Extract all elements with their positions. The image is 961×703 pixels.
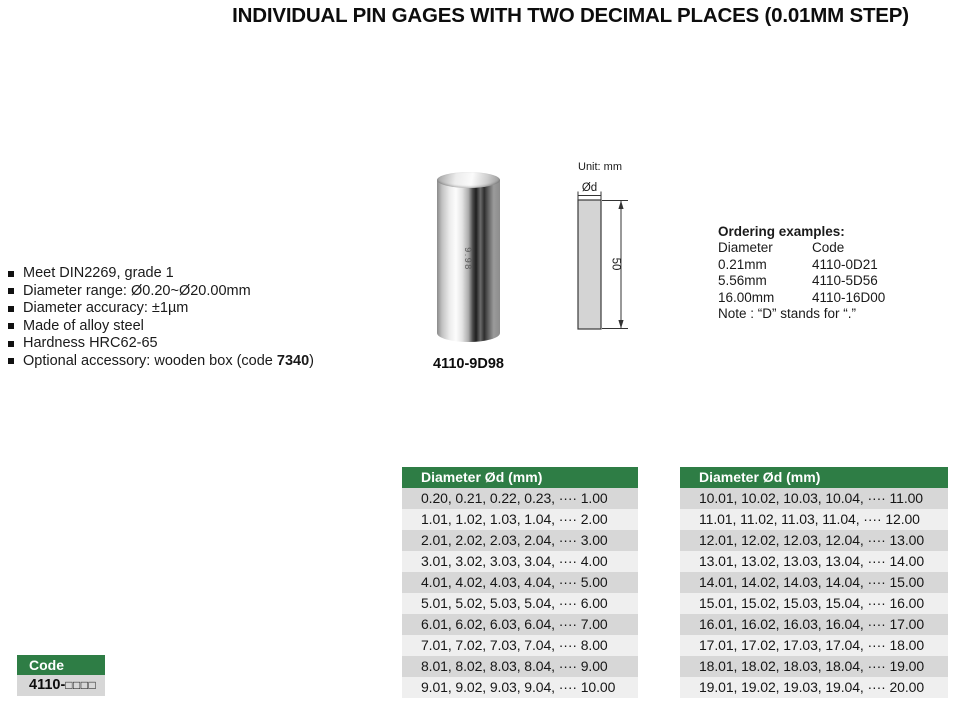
table-row: 0.20, 0.21, 0.22, 0.23, ···· 1.00 xyxy=(402,488,638,509)
list-item xyxy=(8,318,368,336)
code-value: 4110-0D21 xyxy=(812,256,878,272)
bullet-square-icon xyxy=(8,306,14,312)
table-row: 5.01, 5.02, 5.03, 5.04, ···· 6.00 xyxy=(402,593,638,614)
bullet-square-icon xyxy=(8,341,14,347)
feature-text: Meet DIN2269, grade 1 xyxy=(23,265,174,281)
column-header: Diameter xyxy=(718,240,773,256)
table-row: 2.01, 2.02, 2.03, 2.04, ···· 3.00 xyxy=(402,530,638,551)
table-row: 16.01, 16.02, 16.03, 16.04, ···· 17.00 xyxy=(680,614,948,635)
code-prefix: 4110- xyxy=(29,677,66,693)
arrow-up-icon xyxy=(618,201,623,210)
table-row: 9.01, 9.02, 9.03, 9.04, ···· 10.00 xyxy=(402,677,638,698)
table-row: 1.01, 1.02, 1.03, 1.04, ···· 2.00 xyxy=(402,509,638,530)
feature-text: Made of alloy steel xyxy=(23,317,144,334)
feature-text: Hardness HRC62-65 xyxy=(23,335,158,352)
feature-text: ) xyxy=(309,352,315,369)
drawing-rect xyxy=(578,200,601,329)
ordering-row xyxy=(718,290,953,306)
pin-top-face xyxy=(437,172,500,188)
length-dim-label: 50 xyxy=(609,257,622,271)
table-row: 7.01, 7.02, 7.03, 7.04, ···· 8.00 xyxy=(402,635,638,656)
ordering-heading: Ordering examples: xyxy=(718,224,845,239)
diameter-table-left xyxy=(402,467,638,698)
code-value: 4110-16D00 xyxy=(812,289,886,305)
bullet-square-icon xyxy=(8,271,14,277)
table-row: 4.01, 4.02, 4.03, 4.04, ···· 5.00 xyxy=(402,572,638,593)
table-row: 12.01, 12.02, 12.03, 12.04, ···· 13.00 xyxy=(680,530,948,551)
diameter-value: 0.21mm xyxy=(718,256,767,272)
tech-drawing xyxy=(565,158,645,343)
feature-list xyxy=(8,265,368,371)
list-item xyxy=(8,265,368,283)
code-block xyxy=(17,655,105,696)
table-row: 6.01, 6.02, 6.03, 6.04, ···· 7.00 xyxy=(402,614,638,635)
pin-gage-photo xyxy=(437,172,500,342)
code-value-row xyxy=(17,675,105,696)
accessory-code: 7340 xyxy=(276,352,310,369)
bullet-square-icon xyxy=(8,358,14,364)
ordering-note: Note : “D” stands for “.” xyxy=(718,306,857,322)
ordering-row xyxy=(718,257,953,273)
feature-text: Diameter range: Ø0.20~Ø20.00mm xyxy=(23,282,251,299)
diameter-dim-label: Ød xyxy=(581,182,598,194)
list-item xyxy=(8,300,368,318)
table-row: 18.01, 18.02, 18.03, 18.04, ···· 19.00 xyxy=(680,656,948,677)
code-header: Code xyxy=(17,655,105,675)
table-row: 10.01, 10.02, 10.03, 10.04, ···· 11.00 xyxy=(680,488,948,509)
feature-text: Optional accessory: wooden box (code xyxy=(23,352,277,369)
table-row: 13.01, 13.02, 13.03, 13.04, ···· 14.00 xyxy=(680,551,948,572)
ordering-row xyxy=(718,273,953,289)
unit-label: Unit: mm xyxy=(578,161,622,173)
pin-marking: 9.98 xyxy=(463,247,473,271)
feature-text: Diameter accuracy: ±1µm xyxy=(23,300,189,317)
column-header: Code xyxy=(812,240,845,256)
ordering-header-row xyxy=(718,240,953,256)
table-row: 17.01, 17.02, 17.03, 17.04, ···· 18.00 xyxy=(680,635,948,656)
table-row: 8.01, 8.02, 8.03, 8.04, ···· 9.00 xyxy=(402,656,638,677)
model-label: 4110-9D98 xyxy=(433,356,504,372)
table-row: 19.01, 19.02, 19.03, 19.04, ···· 20.00 xyxy=(680,677,948,698)
list-item xyxy=(8,283,368,301)
page-title: INDIVIDUAL PIN GAGES WITH TWO DECIMAL PLACES (0.01MM STEP) xyxy=(232,4,909,27)
bullet-square-icon xyxy=(8,323,14,329)
table-row: 11.01, 11.02, 11.03, 11.04, ···· 12.00 xyxy=(680,509,948,530)
list-item xyxy=(8,335,368,353)
arrow-down-icon xyxy=(618,320,623,329)
list-item xyxy=(8,353,368,371)
diameter-table-right xyxy=(680,467,948,698)
table-row: 15.01, 15.02, 15.03, 15.04, ···· 16.00 xyxy=(680,593,948,614)
table-row: 3.01, 3.02, 3.03, 3.04, ···· 4.00 xyxy=(402,551,638,572)
code-placeholder-boxes: □□□□ xyxy=(65,678,97,692)
table-row: 14.01, 14.02, 14.03, 14.04, ···· 15.00 xyxy=(680,572,948,593)
diameter-value: 5.56mm xyxy=(718,273,767,289)
bullet-square-icon xyxy=(8,288,14,294)
code-value: 4110-5D56 xyxy=(812,273,878,289)
table-header: Diameter Ød (mm) xyxy=(402,467,638,488)
ordering-examples xyxy=(718,224,953,322)
table-header: Diameter Ød (mm) xyxy=(680,467,948,488)
diameter-value: 16.00mm xyxy=(718,289,775,305)
